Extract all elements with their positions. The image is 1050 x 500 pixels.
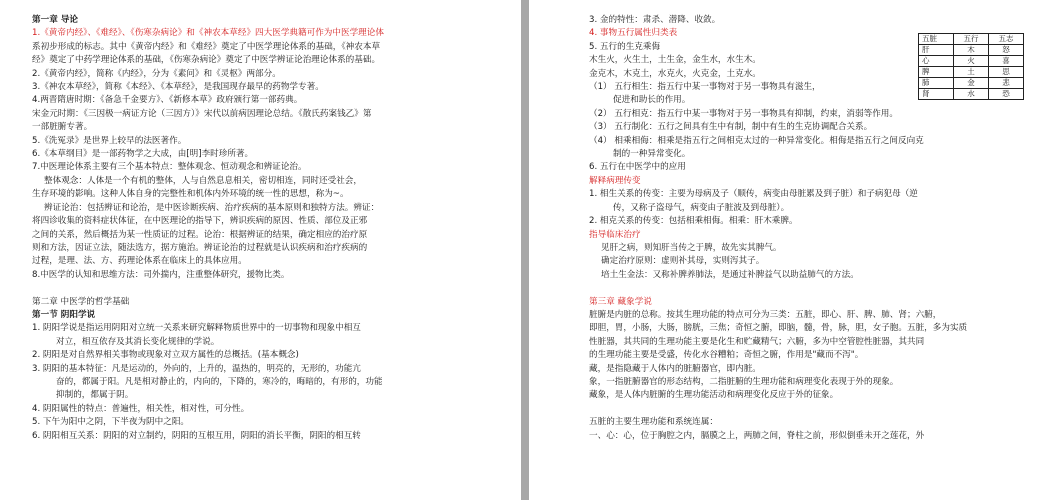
text-line: （2） 五行相克：指五行中某一事物对于另一事物具有抑制，约束，消弱等作用。 [589, 108, 898, 119]
text-line: 1.《黄帝内经》、《难经》、《伤寒杂病论》和《神农本草经》四大医学典籍可作为中医学理论体 [32, 28, 384, 39]
text-line: 过程，是理、法、方、药理论体系在临床上的具体应用。 [32, 256, 247, 267]
text-line: 见肝之病，则知肝当传之于脾，故先实其脾气。 [601, 242, 782, 253]
text-line: 确定治疗原则：虚则补其母，实则泻其子。 [601, 256, 765, 267]
text-line: 将四诊收集的资料症状体征，在中医理论的指导下，辨识疾病的原因、性质、部位及正邪 [32, 216, 368, 227]
text-line: 的生理功能主要是受盛，传化水谷糟粕；奇恒之腑，作用是"藏而不泻"。 [589, 350, 864, 361]
text-line: 一、心：心，位于胸腔之内，膈膜之上，两肺之间，脊柱之前，形似倒垂未开之莲花，外 [589, 430, 925, 441]
text-line: 5. 下午为阳中之阴，下半夜为阴中之阳。 [32, 417, 190, 428]
table-cell: 肝 [919, 45, 954, 56]
text-line: 3.《神农本草经》，简称《本经》、《本草经》，是我国现存最早的药物学专著。 [32, 82, 324, 93]
text-line: （3） 五行制化：五行之间具有生中有制，制中有生的生克协调配合关系。 [589, 122, 873, 133]
table-cell: 木 [954, 45, 989, 56]
table-cell: 五脏 [919, 34, 954, 45]
text-line: （4） 相乘相侮：相乘是指五行之间相克太过的一种异常变化。相侮是指五行之间反向克 [589, 135, 924, 146]
text-line: 6. 阴阳相互关系：阴阳的对立制约，阴阳的互根互用，阴阳的消长平衡，阴阳的相互转 [32, 430, 361, 441]
table-cell: 心 [919, 56, 954, 67]
text-line: 之间的关系，然后概括为某一性质证的过程。论治：根据辨证的结果，确定相应的治疗原 [32, 229, 368, 240]
text-line: 奋的，都属于阳。凡是相对静止的，内向的，下降的，寒冷的，晦暗的，有形的，功能 [56, 376, 383, 387]
text-line: 6. 五行在中医学中的应用 [589, 162, 686, 173]
text-line: 2. 相克关系的传变：包括相乘相侮。相乘：肝木乘脾。 [589, 216, 798, 227]
table-cell: 肾 [919, 89, 954, 100]
table-row [919, 67, 1024, 78]
text-line: 木生火，火生土，土生金，金生水，水生木。 [589, 55, 761, 66]
text-line: 金克木，木克土，水克火，火克金，土克水。 [589, 68, 761, 79]
text-line: 脏腑是内脏的总称。按其生理功能的特点可分为三类：五脏，即心、肝、脾、肺、肾；六腑， [589, 309, 942, 320]
text-line: 解释病理传变 [589, 175, 641, 186]
text-line: 第三章 藏象学说 [589, 296, 652, 307]
document-page-left [0, 0, 521, 500]
table-cell: 土 [954, 67, 989, 78]
text-line: 系初步形成的标志。其中《黄帝内经》和《难经》奠定了中医学理论体系的基础，《神农本草 [32, 41, 381, 52]
text-line: 第一章 导论 [32, 15, 78, 25]
table-cell: 悲 [989, 78, 1024, 89]
table-cell: 喜 [989, 56, 1024, 67]
table-row [919, 89, 1024, 100]
table-cell: 怒 [989, 45, 1024, 56]
text-line: （1） 五行相生：指五行中某一事物对于另一事物具有滋生， [589, 82, 821, 93]
text-line: 一部脏腑专著。 [32, 122, 93, 133]
text-line: 1. 相生关系的传变：主要为母病及子（顺传，病变由母脏累及到子脏）和子病犯母（逆 [589, 189, 918, 200]
table-row [919, 45, 1024, 56]
table-row [919, 78, 1024, 89]
text-line: 藏，是指隐藏于人体内的脏腑器官，即内脏。 [589, 363, 761, 374]
text-line: 传，又称子盗母气，病变由子脏波及到母脏）。 [613, 202, 790, 213]
text-line: 象，一指脏腑器官的形态结构，二指脏腑的生理功能和病理变化表现于外的现象。 [589, 376, 899, 387]
text-line: 藏象，是人体内脏腑的生理功能活动和病理变化反应于外的征象。 [589, 390, 839, 401]
text-line: 4.两晋隋唐时期：《备急千金要方》、《新修本草》政府颁行第一部药典。 [32, 95, 303, 106]
table-cell: 水 [954, 89, 989, 100]
document-page-right [529, 0, 1050, 500]
table-cell: 肺 [919, 78, 954, 89]
text-line: 辨证论治：包括辨证和论治，是中医诊断疾病、治疗疾病的基本原则和独特方法。辨证： [44, 202, 380, 213]
table-cell: 金 [954, 78, 989, 89]
text-line: 生存环境的影响。这种人体自身的完整性和机体内外环境的统一性的思想，称为~。 [32, 189, 349, 200]
table-cell: 恐 [989, 89, 1024, 100]
text-line: 6.《本草纲目》是一部药物学之大成，由[明]李时珍所著。 [32, 149, 254, 160]
paragraph-spacer [32, 282, 506, 295]
table-cell: 思 [989, 67, 1024, 78]
text-line: 5.《洗冤录》是世界上较早的法医著作。 [32, 135, 187, 146]
text-line: 4. 阴阳属性的特点：普遍性，相关性，相对性，可分性。 [32, 403, 250, 414]
text-line: 抑制的，都属于阴。 [56, 390, 134, 401]
text-line: 对立，相互依存及其消长变化规律的学说。 [56, 336, 220, 347]
table-cell: 火 [954, 56, 989, 67]
text-line: 促进和助长的作用。 [613, 95, 691, 106]
text-line: 宋金元时期：《三因极一病证方论（三因方）》宋代以前病因理论总结。《散氏药案钱乙》第 [32, 108, 372, 119]
text-line: 制的一种异常变化。 [613, 149, 691, 160]
five-elements-table [918, 33, 1024, 100]
text-line: 3. 阴阳的基本特征：凡是运动的，外向的，上升的，温热的，明亮的，无形的，功能亢 [32, 363, 361, 374]
table-cell: 脾 [919, 67, 954, 78]
text-line: 8.中医学的认知和思维方法：司外揣内，注重整体研究，援物比类。 [32, 269, 290, 280]
text-line: 4. 事物五行属性归类表 [589, 28, 678, 39]
text-line: 指导临床治疗 [589, 229, 641, 240]
text-line: 1. 阴阳学说是指运用阴阳对立统一关系来研究解释物质世界中的一切事物和现象中相互 [32, 323, 361, 334]
text-line: 2.《黄帝内经》，简称《内经》，分为《素问》和《灵枢》两部分。 [32, 68, 281, 79]
text-line: 性脏器，其共同的生理功能主要是化生和贮藏精气；六腑，多为中空管腔性脏器，其共同 [589, 336, 925, 347]
table-cell: 五志 [989, 34, 1024, 45]
paragraph-spacer [589, 282, 1039, 295]
text-line: 5. 五行的生克乘侮 [589, 41, 661, 52]
text-line: 则和方法，因证立法，随法选方，据方施治。辨证论治的过程就是认识疾病和治疗疾病的 [32, 242, 368, 253]
text-line: 即胆，胃，小肠，大肠，膀胱，三焦；奇恒之腑，即脑，髓，骨，脉，胆，女子胞。五脏，多为实质 [589, 323, 968, 334]
page-left-text [32, 14, 506, 443]
text-line: 7.中医理论体系主要有三个基本特点：整体观念、恒动观念和辨证论治。 [32, 162, 307, 173]
text-line: 第一节 阴阳学说 [32, 309, 96, 320]
text-line: 经》奠定了中药学理论体系的基础，《伤寒杂病论》奠定了中医学辨证论治理论体系的基础。 [32, 55, 381, 66]
table-row [919, 56, 1024, 67]
table-header-row [919, 34, 1024, 45]
text-line: 五脏的主要生理功能和系统连属： [589, 417, 718, 428]
text-line: 3. 金的特性：肃杀、潜降、收敛。 [589, 15, 721, 25]
text-line: 整体观念：人体是一个有机的整体，人与自然息息相关，密切相连，同时还受社会， [44, 175, 362, 186]
paragraph-spacer [589, 403, 1039, 416]
text-line: 2. 阴阳是对自然界相关事物或现象对立双方属性的总概括。(基本概念) [32, 350, 299, 361]
text-line: 第二章 中医学的哲学基础 [32, 296, 130, 307]
text-line: 培土生金法：又称补脾养肺法，是通过补脾益气以助益肺气的方法。 [601, 269, 859, 280]
table-cell: 五行 [954, 34, 989, 45]
